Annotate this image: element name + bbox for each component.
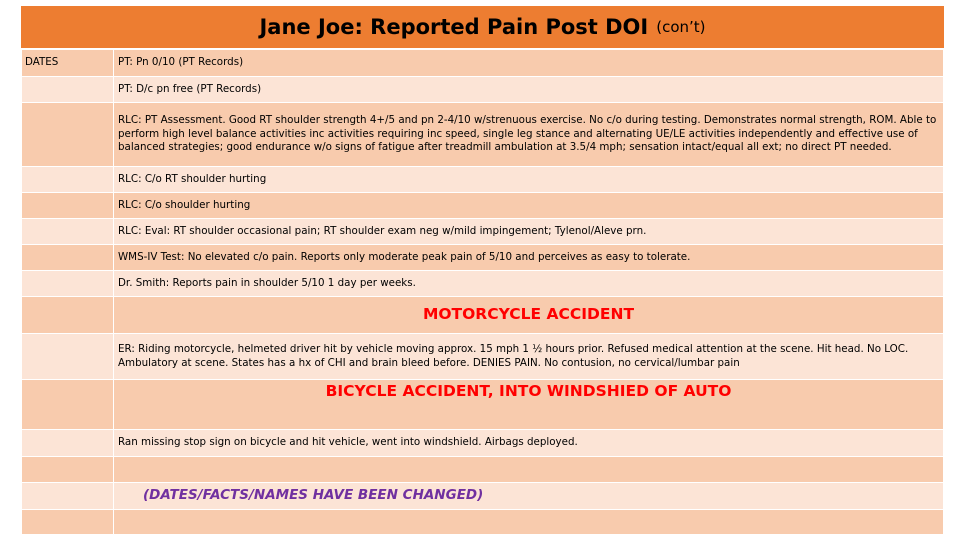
- entry-cell: RLC: C/o RT shoulder hurting: [114, 167, 944, 193]
- entry-cell: RLC: Eval: RT shoulder occasional pain; RT shoulder exam neg w/mild impingement; Tylenol/Aleve prn.: [114, 219, 944, 245]
- entry-cell: WMS-IV Test: No elevated c/o pain. Reports only moderate peak pain of 5/10 and perceives as easy to tolerate.: [114, 245, 944, 271]
- entry-cell: RLC: PT Assessment. Good RT shoulder strength 4+/5 and pn 2-4/10 w/strenuous exercise. No c/o during testing. Demonstrates normal strength, ROM. Able to perform high level balance activities inc activities requiring inc speed, single leg stance and alternating UE/LE activities independently and effective use of balanced strategies; good endurance w/o signs of fatigue after treadmill ambulation at 3.5/4 mph; sensation intact/equal all ext; no direct PT needed.: [114, 103, 944, 167]
- date-cell: [22, 430, 114, 457]
- date-cell: [22, 297, 114, 334]
- entry-cell: ER: Riding motorcycle, helmeted driver hit by vehicle moving approx. 15 mph 1 ½ hours prior. Refused medical attention at the scene. Hit head. No LOC. Ambulatory at scene. States has a hx of CHI and brain bleed before. DENIES PAIN. No contusion, no cervical/lumbar pain: [114, 334, 944, 380]
- date-cell: [22, 77, 114, 103]
- table-row: [22, 50, 944, 77]
- date-cell: [22, 271, 114, 297]
- table-row: [22, 334, 944, 380]
- motorcycle-accident-heading: MOTORCYCLE ACCIDENT: [114, 297, 944, 334]
- table-row: [22, 430, 944, 457]
- date-cell: [22, 245, 114, 271]
- table-row: [22, 510, 944, 535]
- slide-title-suffix: (con’t): [656, 18, 706, 36]
- date-cell: [22, 483, 114, 510]
- table-row: [22, 483, 944, 510]
- bicycle-accident-heading: BICYCLE ACCIDENT, INTO WINDSHIED OF AUTO: [114, 380, 944, 430]
- entry-cell: [114, 510, 944, 535]
- table-row: [22, 297, 944, 334]
- table-row: [22, 219, 944, 245]
- entry-cell: RLC: C/o shoulder hurting: [114, 193, 944, 219]
- table-row: [22, 245, 944, 271]
- table-row: [22, 380, 944, 430]
- slide-title-bar: [21, 6, 944, 48]
- pain-report-table: [21, 49, 944, 535]
- date-cell: [22, 380, 114, 430]
- entry-cell: PT: Pn 0/10 (PT Records): [114, 50, 944, 77]
- table-row: [22, 457, 944, 483]
- date-cell: [22, 193, 114, 219]
- entry-cell: [114, 457, 944, 483]
- date-cell: [22, 457, 114, 483]
- date-cell: [22, 167, 114, 193]
- dates-header-cell: DATES: [22, 50, 114, 77]
- date-cell: [22, 103, 114, 167]
- slide-title: Jane Joe: Reported Pain Post DOI: [259, 15, 649, 39]
- table-row: [22, 103, 944, 167]
- date-cell: [22, 334, 114, 380]
- entry-cell: PT: D/c pn free (PT Records): [114, 77, 944, 103]
- entry-cell: Dr. Smith: Reports pain in shoulder 5/10 1 day per weeks.: [114, 271, 944, 297]
- disclaimer-note: (DATES/FACTS/NAMES HAVE BEEN CHANGED): [114, 483, 944, 510]
- table-row: [22, 193, 944, 219]
- table-row: [22, 167, 944, 193]
- entry-cell: Ran missing stop sign on bicycle and hit vehicle, went into windshield. Airbags deployed.: [114, 430, 944, 457]
- date-cell: [22, 219, 114, 245]
- table-row: [22, 77, 944, 103]
- table-row: [22, 271, 944, 297]
- date-cell: [22, 510, 114, 535]
